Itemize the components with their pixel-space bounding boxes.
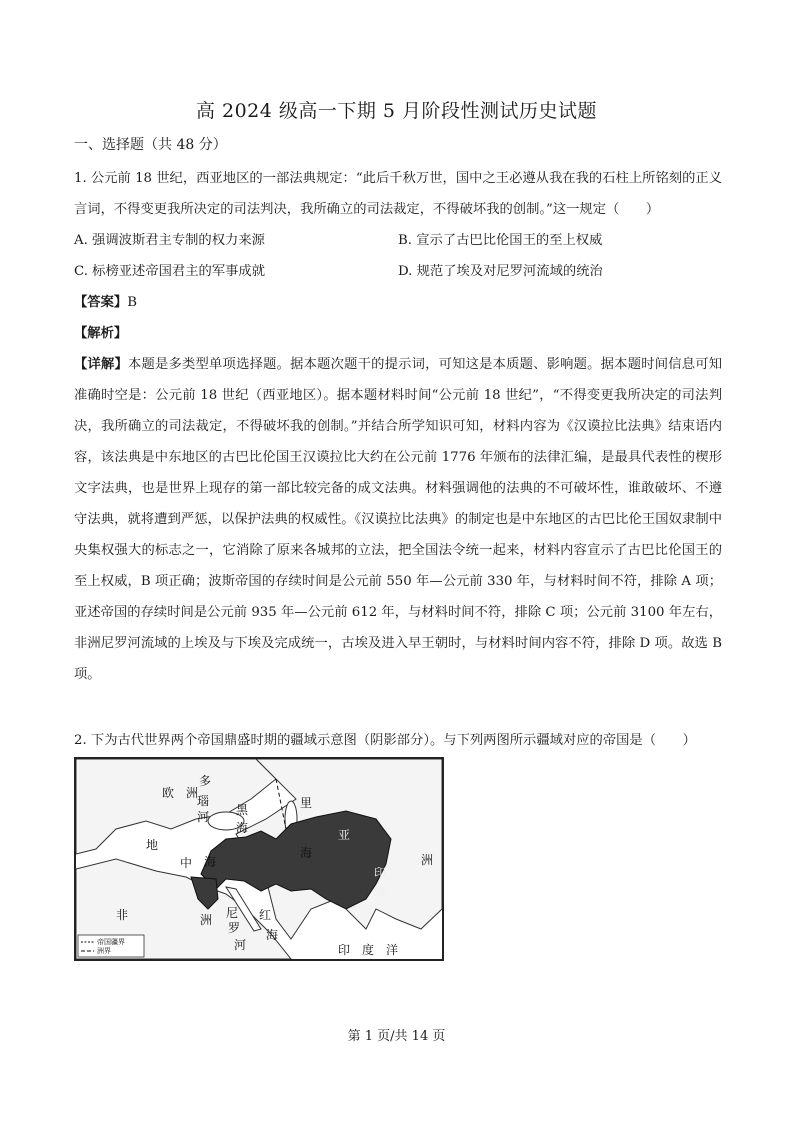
section-heading: 一、选择题（共 48 分） (74, 137, 227, 153)
question-1-options (74, 225, 722, 287)
label-duo: 多 (199, 774, 212, 788)
answer-line (74, 287, 137, 318)
detail-label: 【详解】 (74, 357, 129, 372)
label-du: 度 (374, 884, 387, 898)
label-hei: 黑 (236, 803, 249, 817)
page-title: 高 2024 级高一下期 5 月阶段性测试历史试题 (195, 100, 598, 122)
label-asia-zhou: 洲 (421, 853, 434, 867)
label-ni: 尼 (226, 906, 239, 920)
label-hai3: 海 (204, 855, 217, 869)
analysis-label: 【解析】 (74, 326, 128, 341)
detail-paragraph (74, 349, 722, 690)
label-hai2: 海 (300, 846, 313, 860)
label-yin: 印 (374, 866, 387, 880)
empire-map (74, 757, 444, 961)
label-he: 河 (197, 810, 210, 824)
option-a: A. 强调波斯君主专制的权力来源 (74, 233, 265, 248)
label-ya: 亚 (338, 828, 351, 842)
label-li: 里 (300, 796, 313, 810)
label-africa-fei: 非 (116, 908, 129, 922)
label-hong: 红 (259, 908, 272, 922)
label-nao: 瑙 (197, 794, 210, 808)
label-he2: 河 (234, 938, 247, 952)
label-di: 地 (146, 838, 159, 852)
page-footer: 第 1 页/共 14 页 (347, 1029, 446, 1044)
empire-map-svg (76, 759, 442, 959)
label-europe: 欧 洲 (162, 786, 199, 800)
option-d: D. 规范了埃及对尼罗河流域的统治 (398, 264, 603, 279)
answer-label: 【答案】 (74, 295, 128, 310)
option-c: C. 标榜亚述帝国君主的军事成就 (74, 264, 266, 279)
label-zhong: 中 (180, 856, 193, 870)
label-hai4: 海 (266, 928, 279, 942)
label-luo: 罗 (228, 921, 241, 935)
label-hai1: 海 (236, 821, 249, 835)
label-indian-ocean: 印 度 洋 (338, 943, 399, 957)
option-b: B. 宣示了古巴比伦国王的至上权威 (398, 233, 603, 248)
answer-value: B (127, 295, 137, 310)
detail-text: 本题是多类型单项选择题。据本题次题干的提示词，可知这是本质题、影响题。据本题时间信息可知准确时空是：公元前 18 世纪（西亚地区）。据本题材料时间“公元前 18 世纪”，“不得变更我所决定的司法判决，我所确立的司法裁定，不得破坏我的创制。”并结合所学知识可知，材料内容为《汉谟拉比法典》结束语内容，该法典是中东地区的古巴比伦国王汉谟拉比大约在公元前 1776 年颁布的法律汇编，是最具代表性的楔形文字法典，也是世界上现存的第一部比较完备的成文法典。材料强调他的法典的不可破坏性，谁敢破坏、不遵守法典，就将遭到严惩，以保护法典的权威性。《汉谟拉比法典》的制定也是中东地区的古巴比伦王国奴隶制中央集权强大的标志之一，它消除了原来各城邦的立法，把全国法令统一起来，材料内容宣示了古巴比伦国王的至上权威，B 项正确；波斯帝国的存续时间是公元前 550 年—公元前 330 年，与材料时间不符，排除 A 项；亚述帝国的存续时间是公元前 935 年—公元前 612 年，与材料时间不符，排除 C 项；公元前 3100 年左右，非洲尼罗河流域的上埃及与下埃及完成统一，古埃及进入早王朝时，与材料时间内容不符，排除 D 项。故选 B 项。 (74, 357, 723, 682)
legend-continent-text: 洲界 (97, 947, 111, 955)
question-1-stem: 1. 公元前 18 世纪，西亚地区的一部法典规定：“此后千秋万世，国中之王必遵从我在我的石柱上所铭刻的正义言词，不得变更我所决定的司法判决，我所确立的司法裁定，不得破坏我的创制。”这一规定（ ） (74, 171, 722, 217)
label-africa-zhou: 洲 (200, 913, 213, 927)
question-2-stem: 2. 下为古代世界两个帝国鼎盛时期的疆域示意图（阴影部分）。与下列两图所示疆域对应的帝国是（ ） (74, 733, 696, 748)
legend-border-text: 帝国疆界 (97, 938, 125, 946)
